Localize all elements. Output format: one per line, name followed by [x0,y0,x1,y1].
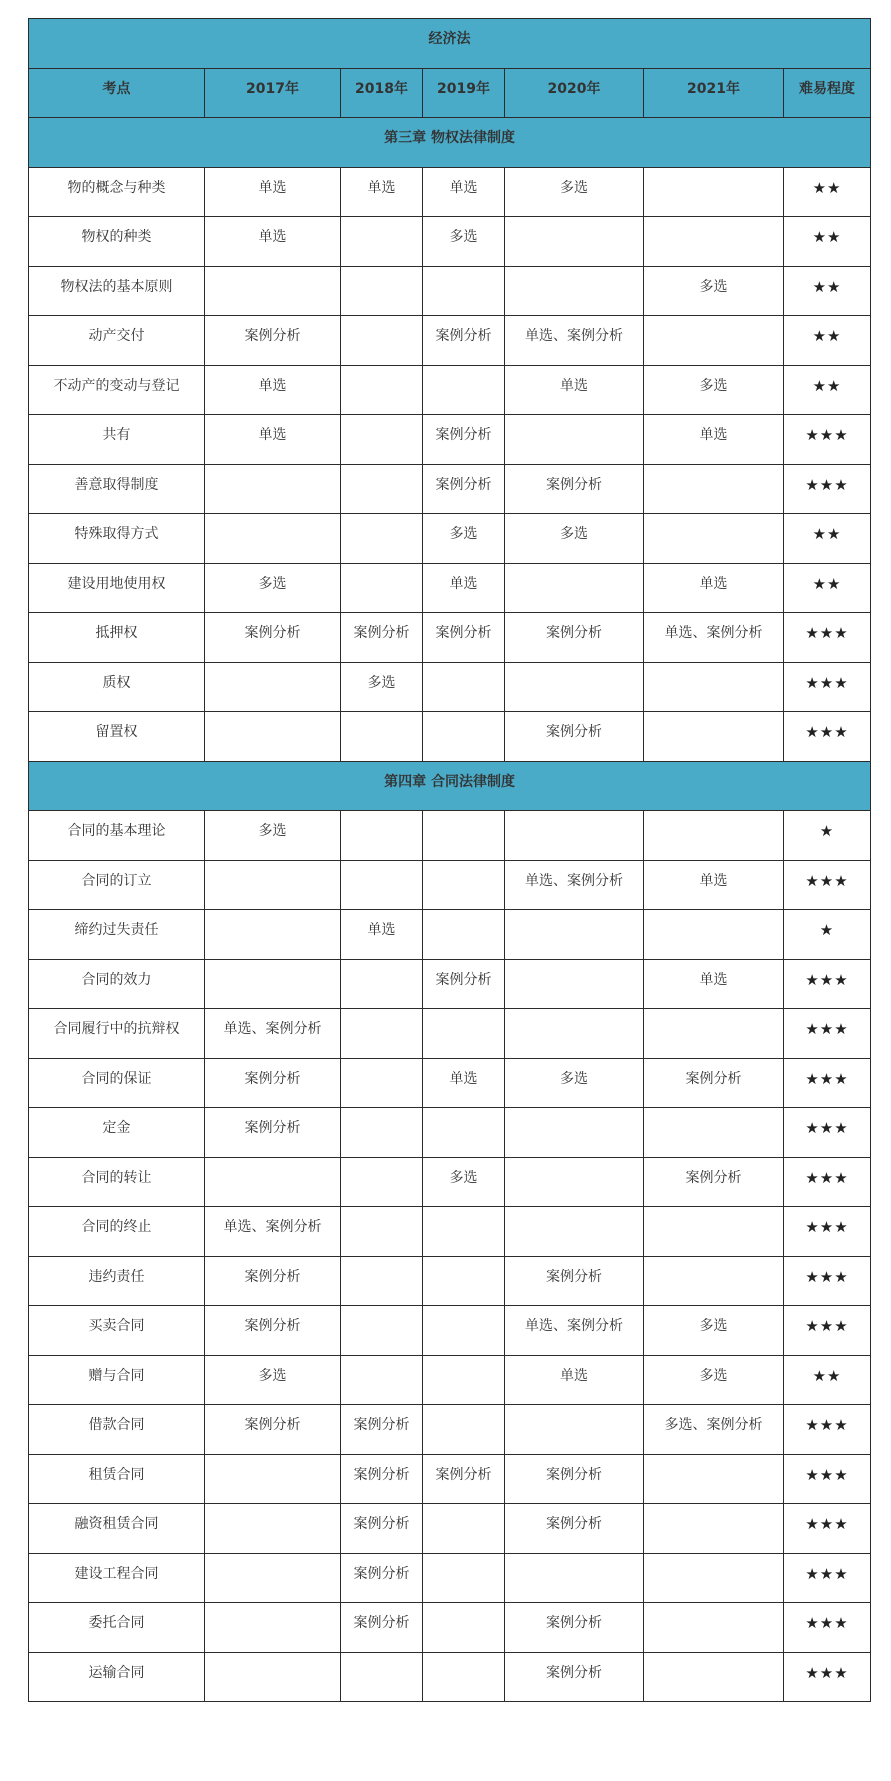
year-cell: 案例分析 [423,613,505,663]
topic-cell: 不动产的变动与登记 [29,365,205,415]
topic-cell: 买卖合同 [29,1306,205,1356]
year-cell [341,1009,423,1059]
table-title: 经济法 [29,19,871,69]
topic-cell: 合同的终止 [29,1207,205,1257]
year-cell [644,464,784,514]
year-cell [644,217,784,267]
chapter-title: 第四章 合同法律制度 [29,761,871,811]
table-row [29,1454,871,1504]
difficulty-cell: ★★★ [784,464,871,514]
difficulty-cell: ★★★ [784,662,871,712]
year-cell: 单选 [341,167,423,217]
year-cell: 多选 [505,1058,644,1108]
year-cell: 案例分析 [505,1454,644,1504]
topic-cell: 赠与合同 [29,1355,205,1405]
column-header: 考点 [29,68,205,118]
year-cell [644,316,784,366]
year-cell: 单选 [205,415,341,465]
year-cell [205,959,341,1009]
year-cell: 单选 [644,415,784,465]
table-row [29,1009,871,1059]
year-cell [341,959,423,1009]
year-cell: 多选 [341,662,423,712]
year-cell: 案例分析 [341,1504,423,1554]
topic-cell: 物权的种类 [29,217,205,267]
year-cell [505,217,644,267]
table-row [29,266,871,316]
year-cell [505,1207,644,1257]
year-cell [341,712,423,762]
year-cell [644,1603,784,1653]
topic-cell: 委托合同 [29,1603,205,1653]
topic-cell: 借款合同 [29,1405,205,1455]
table-row [29,217,871,267]
year-cell: 案例分析 [205,1058,341,1108]
difficulty-cell: ★★★ [784,1157,871,1207]
year-cell [505,910,644,960]
difficulty-cell: ★★★ [784,1207,871,1257]
exam-topics-table [28,18,871,1702]
year-cell [341,860,423,910]
table-row [29,316,871,366]
year-cell: 单选 [341,910,423,960]
year-cell: 单选 [644,563,784,613]
year-cell [341,1256,423,1306]
difficulty-cell: ★★★ [784,1652,871,1702]
year-cell [644,1553,784,1603]
difficulty-cell: ★★★ [784,1504,871,1554]
topic-cell: 动产交付 [29,316,205,366]
year-cell [205,712,341,762]
year-cell [505,1108,644,1158]
year-cell: 多选 [505,167,644,217]
year-cell: 案例分析 [205,316,341,366]
table-row [29,563,871,613]
difficulty-cell: ★★ [784,514,871,564]
table-row [29,1652,871,1702]
year-cell [341,1207,423,1257]
table-row [29,1553,871,1603]
table-row [29,811,871,861]
year-cell [423,712,505,762]
year-cell [205,910,341,960]
table-row [29,1603,871,1653]
year-cell [423,1355,505,1405]
topic-cell: 违约责任 [29,1256,205,1306]
year-cell: 案例分析 [505,464,644,514]
year-cell [423,662,505,712]
difficulty-cell: ★★★ [784,1405,871,1455]
difficulty-cell: ★★★ [784,1256,871,1306]
year-cell [423,1405,505,1455]
year-cell [644,1009,784,1059]
year-cell: 单选 [205,365,341,415]
topic-cell: 合同的效力 [29,959,205,1009]
year-cell: 单选、案例分析 [205,1009,341,1059]
year-cell [341,1355,423,1405]
table-row [29,1108,871,1158]
year-cell: 案例分析 [341,613,423,663]
column-header: 2019年 [423,68,505,118]
year-cell: 多选 [505,514,644,564]
column-header: 2021年 [644,68,784,118]
table-row [29,1405,871,1455]
topic-cell: 租赁合同 [29,1454,205,1504]
year-cell: 多选 [423,217,505,267]
year-cell: 单选 [423,563,505,613]
year-cell [644,167,784,217]
year-cell [341,415,423,465]
year-cell: 单选 [505,365,644,415]
difficulty-cell: ★★★ [784,860,871,910]
year-cell: 案例分析 [423,959,505,1009]
year-cell: 多选 [423,514,505,564]
topic-cell: 物权法的基本原则 [29,266,205,316]
year-cell [205,464,341,514]
topic-cell: 合同履行中的抗辩权 [29,1009,205,1059]
topic-cell: 善意取得制度 [29,464,205,514]
year-cell: 案例分析 [505,712,644,762]
year-cell: 案例分析 [205,1306,341,1356]
year-cell [341,365,423,415]
year-cell: 多选 [644,365,784,415]
topic-cell: 质权 [29,662,205,712]
year-cell: 单选 [644,860,784,910]
year-cell [341,217,423,267]
year-cell [205,860,341,910]
chapter-row [29,118,871,168]
column-header: 2020年 [505,68,644,118]
year-cell: 多选 [205,811,341,861]
year-cell [644,910,784,960]
topic-cell: 融资租赁合同 [29,1504,205,1554]
column-header-row [29,68,871,118]
year-cell: 单选 [423,1058,505,1108]
year-cell [644,1256,784,1306]
year-cell [505,959,644,1009]
topic-cell: 建设用地使用权 [29,563,205,613]
topic-cell: 共有 [29,415,205,465]
year-cell: 单选 [423,167,505,217]
year-cell [644,1454,784,1504]
year-cell [341,563,423,613]
year-cell [423,1306,505,1356]
table-row [29,1157,871,1207]
year-cell [423,1603,505,1653]
table-container [28,18,870,1702]
year-cell: 单选 [205,217,341,267]
difficulty-cell: ★★★ [784,1306,871,1356]
table-row [29,365,871,415]
year-cell: 多选、案例分析 [644,1405,784,1455]
topic-cell: 缔约过失责任 [29,910,205,960]
column-header: 2018年 [341,68,423,118]
difficulty-cell: ★★ [784,167,871,217]
year-cell: 案例分析 [644,1157,784,1207]
table-body [29,118,871,1702]
table-row [29,1058,871,1108]
year-cell: 案例分析 [505,1504,644,1554]
column-header: 难易程度 [784,68,871,118]
year-cell: 案例分析 [423,415,505,465]
topic-cell: 抵押权 [29,613,205,663]
difficulty-cell: ★★★ [784,712,871,762]
difficulty-cell: ★★ [784,217,871,267]
year-cell: 多选 [644,1306,784,1356]
year-cell [205,266,341,316]
difficulty-cell: ★★ [784,316,871,366]
topic-cell: 定金 [29,1108,205,1158]
table-row [29,1256,871,1306]
year-cell [644,1652,784,1702]
difficulty-cell: ★★★ [784,1553,871,1603]
year-cell: 案例分析 [505,1652,644,1702]
year-cell [205,1454,341,1504]
difficulty-cell: ★★★ [784,613,871,663]
difficulty-cell: ★★ [784,266,871,316]
year-cell [341,266,423,316]
year-cell [505,811,644,861]
year-cell [423,1009,505,1059]
difficulty-cell: ★★★ [784,1058,871,1108]
year-cell [505,266,644,316]
column-header: 2017年 [205,68,341,118]
year-cell [341,811,423,861]
year-cell [505,563,644,613]
table-row [29,415,871,465]
year-cell [505,1553,644,1603]
year-cell [423,1652,505,1702]
table-row [29,712,871,762]
year-cell [205,1157,341,1207]
table-row [29,514,871,564]
year-cell [505,662,644,712]
difficulty-cell: ★★★ [784,1454,871,1504]
year-cell: 案例分析 [341,1553,423,1603]
table-row [29,662,871,712]
year-cell: 单选 [644,959,784,1009]
year-cell: 案例分析 [423,1454,505,1504]
year-cell: 多选 [423,1157,505,1207]
year-cell: 案例分析 [505,613,644,663]
difficulty-cell: ★★★ [784,1108,871,1158]
difficulty-cell: ★★★ [784,415,871,465]
year-cell: 多选 [644,1355,784,1405]
chapter-title: 第三章 物权法律制度 [29,118,871,168]
year-cell [341,464,423,514]
year-cell: 案例分析 [505,1256,644,1306]
year-cell [644,1108,784,1158]
table-row [29,860,871,910]
year-cell [205,1504,341,1554]
table-row [29,167,871,217]
difficulty-cell: ★★★ [784,959,871,1009]
year-cell [505,1009,644,1059]
year-cell: 案例分析 [205,1256,341,1306]
year-cell [205,1553,341,1603]
year-cell [341,1306,423,1356]
table-row [29,464,871,514]
year-cell [423,811,505,861]
year-cell [423,860,505,910]
year-cell: 单选、案例分析 [505,860,644,910]
year-cell [505,415,644,465]
year-cell [423,1504,505,1554]
year-cell: 案例分析 [341,1405,423,1455]
table-row [29,1306,871,1356]
year-cell: 案例分析 [205,613,341,663]
year-cell: 单选 [205,167,341,217]
difficulty-cell: ★ [784,811,871,861]
year-cell [423,266,505,316]
year-cell: 单选、案例分析 [505,1306,644,1356]
year-cell: 案例分析 [423,464,505,514]
year-cell [644,1207,784,1257]
year-cell [205,514,341,564]
year-cell: 案例分析 [341,1454,423,1504]
topic-cell: 合同的转让 [29,1157,205,1207]
year-cell: 单选、案例分析 [644,613,784,663]
year-cell [423,1207,505,1257]
table-row [29,1207,871,1257]
difficulty-cell: ★ [784,910,871,960]
year-cell [644,514,784,564]
table-row [29,959,871,1009]
year-cell [423,365,505,415]
year-cell [423,1108,505,1158]
year-cell: 案例分析 [205,1405,341,1455]
topic-cell: 运输合同 [29,1652,205,1702]
year-cell: 多选 [205,1355,341,1405]
year-cell [205,662,341,712]
year-cell: 案例分析 [341,1603,423,1653]
table-title-row [29,19,871,69]
year-cell [505,1405,644,1455]
year-cell: 多选 [205,563,341,613]
year-cell: 单选、案例分析 [205,1207,341,1257]
year-cell: 单选、案例分析 [505,316,644,366]
year-cell: 多选 [644,266,784,316]
year-cell: 案例分析 [205,1108,341,1158]
difficulty-cell: ★★ [784,563,871,613]
year-cell: 单选 [505,1355,644,1405]
topic-cell: 物的概念与种类 [29,167,205,217]
table-row [29,1355,871,1405]
year-cell: 案例分析 [505,1603,644,1653]
topic-cell: 特殊取得方式 [29,514,205,564]
topic-cell: 建设工程合同 [29,1553,205,1603]
year-cell [423,1256,505,1306]
table-row [29,613,871,663]
year-cell [644,712,784,762]
year-cell [341,1157,423,1207]
year-cell [505,1157,644,1207]
year-cell [644,1504,784,1554]
year-cell [341,1058,423,1108]
topic-cell: 合同的保证 [29,1058,205,1108]
difficulty-cell: ★★ [784,1355,871,1405]
year-cell [423,910,505,960]
difficulty-cell: ★★ [784,365,871,415]
year-cell [423,1553,505,1603]
year-cell [341,1108,423,1158]
topic-cell: 合同的订立 [29,860,205,910]
year-cell: 案例分析 [423,316,505,366]
year-cell [644,811,784,861]
year-cell [341,514,423,564]
year-cell: 案例分析 [644,1058,784,1108]
year-cell [644,662,784,712]
table-row [29,1504,871,1554]
year-cell [341,1652,423,1702]
year-cell [205,1652,341,1702]
year-cell [205,1603,341,1653]
difficulty-cell: ★★★ [784,1009,871,1059]
table-row [29,910,871,960]
chapter-row [29,761,871,811]
topic-cell: 留置权 [29,712,205,762]
topic-cell: 合同的基本理论 [29,811,205,861]
difficulty-cell: ★★★ [784,1603,871,1653]
year-cell [341,316,423,366]
